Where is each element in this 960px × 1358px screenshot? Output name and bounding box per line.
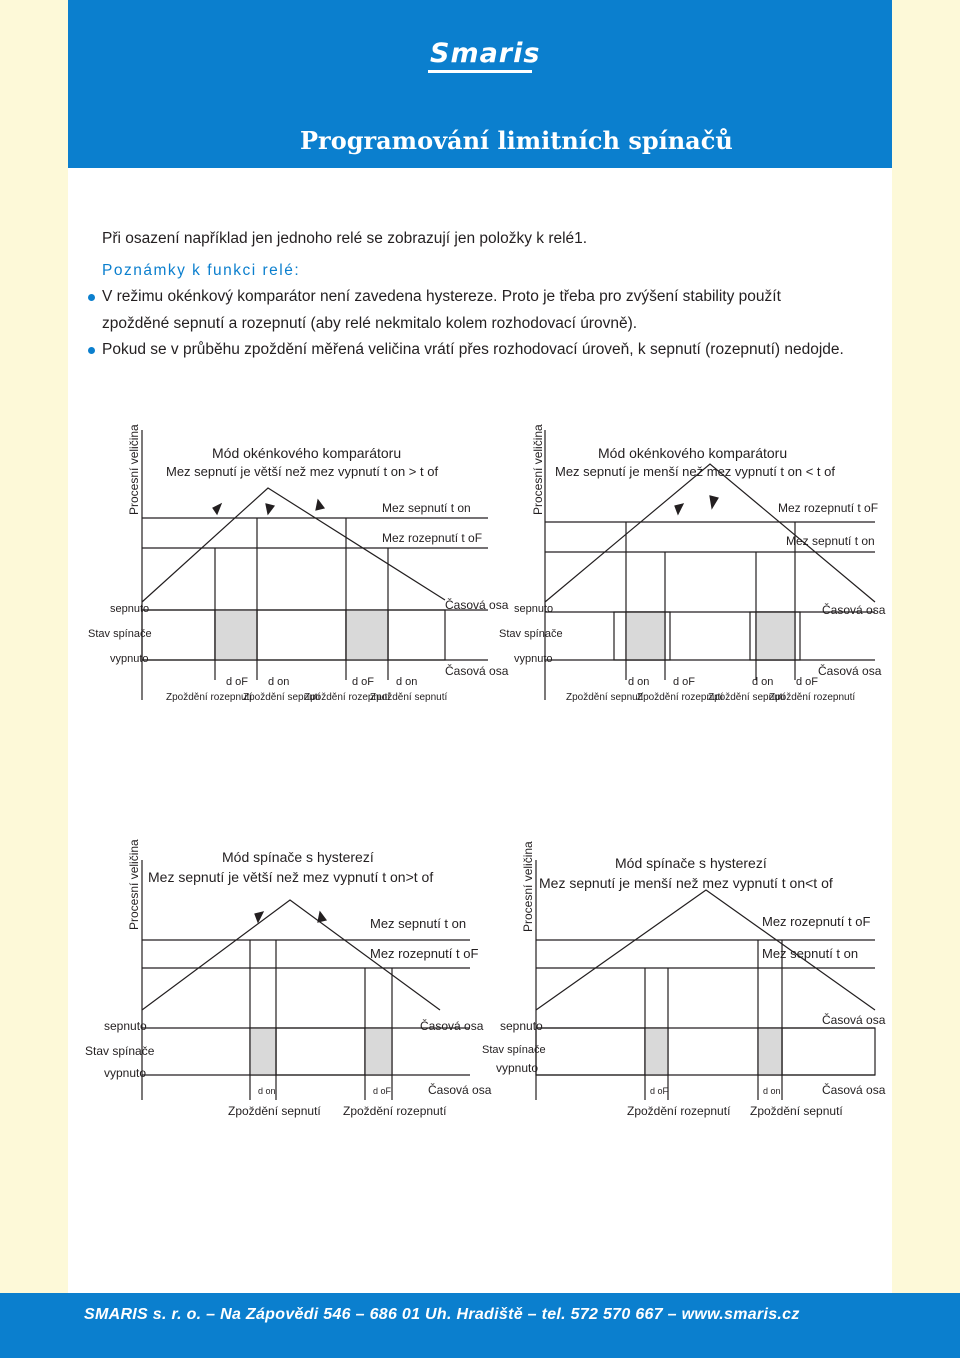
delay-caption: Zpoždění rozepnutí <box>304 692 391 703</box>
y-axis-label: Procesní veličina <box>531 424 545 515</box>
delay-caption: Zpoždění sepnutí <box>243 692 321 703</box>
delay-label: d oF <box>226 676 249 688</box>
limit-label-on: Mez sepnutí t on <box>382 501 471 515</box>
time-axis-label: Časová osa <box>428 1083 492 1097</box>
delay-caption: Zpoždění rozepnutí <box>343 1104 447 1118</box>
diagram-hysteresis-ton-gt-tof <box>142 860 470 1100</box>
delay-caption: Zpoždění sepnutí <box>566 692 644 703</box>
state-off-label: vypnuto <box>110 653 149 665</box>
delay-label: d oF <box>650 1086 669 1096</box>
delay-caption: Zpoždění rozepnutí <box>627 1104 731 1118</box>
state-label: Stav spínače <box>482 1044 546 1056</box>
diagram-subtitle: Mez sepnutí je větší než mez vypnutí t on > t of <box>166 464 439 479</box>
delay-caption: Zpoždění sepnutí <box>228 1104 321 1118</box>
diagram-subtitle: Mez sepnutí je menší než mez vypnutí t on < t of <box>555 464 836 479</box>
diagram-title: Mód okénkového komparátoru <box>598 445 788 461</box>
limit-label-of: Mez rozepnutí t oF <box>762 914 871 929</box>
limit-label-of: Mez rozepnutí t oF <box>370 946 479 961</box>
delay-label: d oF <box>796 676 819 688</box>
diagram-subtitle: Mez sepnutí je větší než mez vypnutí t on>t of <box>148 869 434 885</box>
state-label: Stav spínače <box>88 628 152 640</box>
delay-caption: Zpoždění sepnutí <box>750 1104 843 1118</box>
delay-label: d on <box>258 1086 276 1096</box>
intro-text: Při osazení například jen jednoho relé se zobrazují jen položky k relé1. <box>102 230 588 247</box>
delay-caption: Zpoždění sepnutí <box>708 692 786 703</box>
state-on-label: sepnuto <box>110 603 150 615</box>
diagram-title: Mód okénkového komparátoru <box>212 445 402 461</box>
y-axis-label: Procesní veličina <box>127 424 141 515</box>
time-axis-label: Časová osa <box>818 664 882 678</box>
diagram-title: Mód spínače s hysterezí <box>222 849 374 865</box>
time-axis-label: Časová osa <box>445 664 509 678</box>
state-off-label: vypnuto <box>104 1066 147 1080</box>
bullet-2: Pokud se v průběhu zpoždění měřená veličina vrátí přes rozhodovací úroveň, k sepnutí (rozepnutí) nedojde. <box>102 341 844 358</box>
state-label: Stav spínače <box>85 1044 155 1058</box>
state-off-label: vypnuto <box>496 1061 539 1075</box>
limit-label-of: Mez rozepnutí t oF <box>778 501 879 515</box>
diagram-title: Mód spínače s hysterezí <box>615 855 767 871</box>
limit-label-of: Mez rozepnutí t oF <box>382 531 483 545</box>
notes-heading: Poznámky k funkci relé: <box>102 262 301 279</box>
delay-caption: Zpoždění rozepnutí <box>769 692 856 703</box>
time-axis-label: Časová osa <box>822 603 886 617</box>
footer-bar <box>0 1293 960 1358</box>
state-on-label: sepnuto <box>500 1019 543 1033</box>
time-axis-label: Časová osa <box>420 1019 484 1033</box>
state-label: Stav spínače <box>499 628 563 640</box>
diagram-subtitle: Mez sepnutí je menší než mez vypnutí t on<t of <box>539 875 833 891</box>
bullet-1-line-2: zpožděné sepnutí a rozepnutí (aby relé nekmitalo kolem rozhodovací úrovně). <box>102 315 638 332</box>
footer-contact: SMARIS s. r. o. – Na Zápovědi 546 – 686 01 Uh. Hradiště – tel. 572 570 667 – www.smaris.cz <box>84 1306 800 1323</box>
delay-caption: Zpoždění rozepnutí <box>637 692 724 703</box>
state-off-label: vypnuto <box>514 653 553 665</box>
smaris-logo: Smaris <box>430 38 541 69</box>
time-axis-label: Časová osa <box>822 1013 886 1027</box>
time-axis-label: Časová osa <box>822 1083 886 1097</box>
state-on-label: sepnuto <box>514 603 554 615</box>
delay-label: d oF <box>352 676 375 688</box>
state-on-label: sepnuto <box>104 1019 147 1033</box>
delay-label: d on <box>763 1086 781 1096</box>
delay-caption: Zpoždění sepnutí <box>370 692 448 703</box>
bullet-1-line-1: V režimu okénkový komparátor není zavedena hystereze. Proto je třeba pro zvýšení stability použít <box>102 288 781 305</box>
y-axis-label: Procesní veličina <box>521 841 535 932</box>
delay-label: d on <box>268 676 290 688</box>
y-axis-label: Procesní veličina <box>127 839 141 930</box>
limit-label-on: Mez sepnutí t on <box>370 916 467 931</box>
time-axis-label: Časová osa <box>445 598 509 612</box>
delay-label: d on <box>396 676 418 688</box>
limit-label-on: Mez sepnutí t on <box>786 534 875 548</box>
limit-label-on: Mez sepnutí t on <box>762 946 859 961</box>
delay-label: d on <box>628 676 650 688</box>
delay-label: d on <box>752 676 774 688</box>
page-title: Programování limitních spínačů <box>300 126 733 155</box>
delay-caption: Zpoždění rozepnutí <box>166 692 253 703</box>
delay-label: d oF <box>673 676 696 688</box>
diagram-hysteresis-ton-lt-tof <box>536 860 875 1100</box>
delay-label: d oF <box>373 1086 392 1096</box>
